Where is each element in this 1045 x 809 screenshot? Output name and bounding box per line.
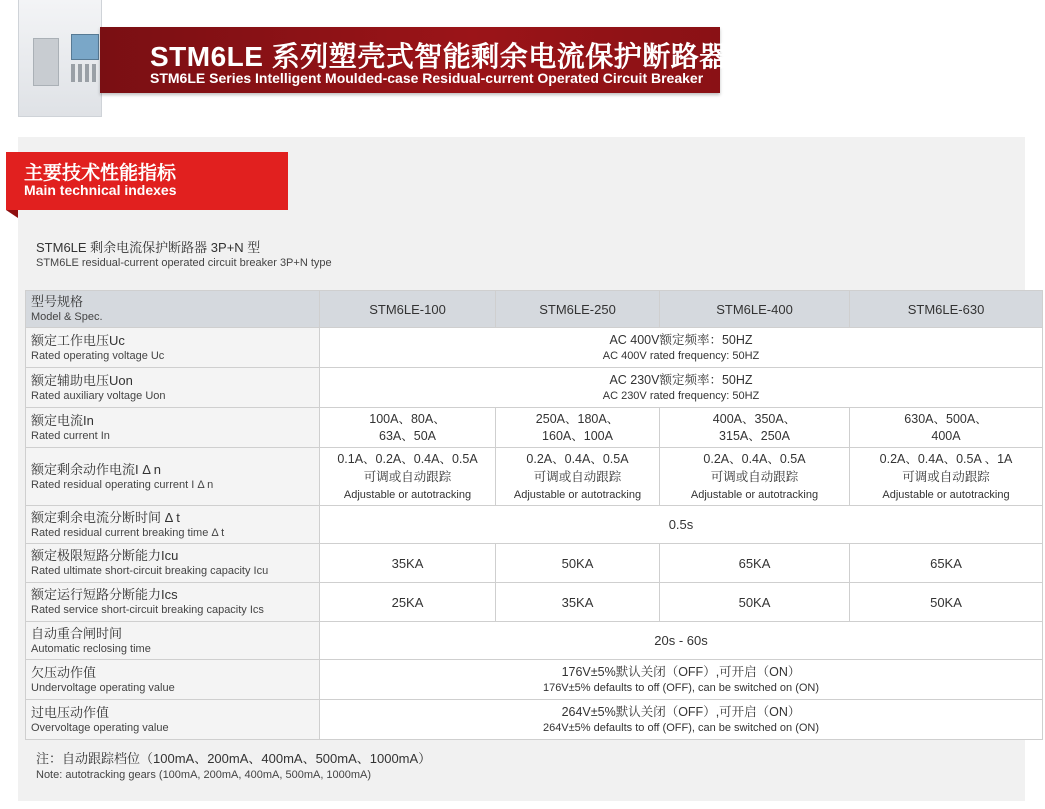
row-label — [26, 448, 320, 506]
row-label — [26, 544, 320, 583]
table-row — [26, 700, 1043, 740]
value-line: 250A、180A、 — [535, 411, 620, 426]
label-zh: 欠压动作值 — [31, 664, 97, 680]
cell-value: 65KA — [850, 544, 1043, 583]
page-subtitle: STM6LE Series Intelligent Moulded-case Residual-current Operated Circuit Breaker — [150, 70, 704, 86]
table-row — [26, 506, 1043, 544]
cell-value — [850, 448, 1043, 506]
table-row — [26, 544, 1043, 583]
row-label — [26, 700, 320, 740]
label-en: Rated residual operating current I Δ n — [31, 478, 214, 491]
row-label — [26, 506, 320, 544]
value-line: 可调或自动跟踪 — [533, 469, 622, 484]
label-zh: 额定剩余动作电流I Δ n — [31, 461, 162, 477]
label-en: Automatic reclosing time — [31, 642, 151, 655]
table-row — [26, 622, 1043, 660]
row-label — [26, 583, 320, 622]
value-en: AC 230V rated frequency: 50HZ — [602, 389, 760, 402]
model-header: STM6LE-250 — [496, 291, 660, 328]
table-row — [26, 448, 1043, 506]
value-line: 0.2A、0.4A、0.5A — [526, 451, 629, 466]
model-header: STM6LE-400 — [660, 291, 850, 328]
label-zh: 额定运行短路分断能力Ics — [31, 587, 178, 602]
cell-value: 0.5s — [320, 506, 1043, 544]
label-zh: 型号规格 — [31, 294, 84, 309]
label-en: Rated ultimate short-circuit breaking capacity Icu — [31, 565, 269, 577]
row-label — [26, 408, 320, 448]
model-header: STM6LE-100 — [320, 291, 496, 328]
value-line: Adjustable or autotracking — [690, 488, 819, 501]
value-zh: 176V±5%默认关闭（OFF）,可开启（ON） — [561, 664, 801, 679]
product-image — [18, 0, 102, 117]
value-line: 可调或自动跟踪 — [710, 469, 799, 484]
row-label — [26, 291, 320, 328]
table-header-row — [26, 291, 1043, 328]
section-tab — [6, 152, 288, 210]
table-row — [26, 368, 1043, 408]
cell-value — [660, 448, 850, 506]
value-line: 可调或自动跟踪 — [363, 469, 452, 484]
value-line: 400A、350A、 — [712, 411, 797, 426]
row-label — [26, 328, 320, 368]
row-label — [26, 660, 320, 700]
cell-value — [496, 448, 660, 506]
label-zh: 额定电流In — [31, 412, 94, 428]
table-row — [26, 408, 1043, 448]
value-line: Adjustable or autotracking — [343, 488, 472, 501]
value-line: 315A、250A — [719, 428, 790, 443]
value-line: 400A — [931, 428, 961, 443]
value-line: Adjustable or autotracking — [882, 488, 1010, 501]
label-en: Rated operating voltage Uc — [31, 349, 165, 362]
table-row — [26, 328, 1043, 368]
label-zh: 额定工作电压Uc — [31, 332, 125, 348]
breaker-lever — [33, 38, 59, 86]
value-en: AC 400V rated frequency: 50HZ — [602, 349, 760, 362]
label-en: Rated residual current breaking time Δ t — [31, 526, 225, 539]
breaker-buttons — [71, 64, 97, 82]
cell-value — [320, 700, 1043, 740]
header-banner — [100, 27, 728, 93]
table-caption: STM6LE 剩余电流保护断路器 3P+N 型 — [36, 240, 261, 255]
cell-value — [850, 408, 1043, 448]
table-row — [26, 583, 1043, 622]
cell-value: 25KA — [320, 583, 496, 622]
page-title: STM6LE 系列塑壳式智能剩余电流保护断路器 — [150, 41, 728, 72]
model-header: STM6LE-630 — [850, 291, 1043, 328]
label-en: Overvoltage operating value — [31, 721, 169, 734]
cell-value: 50KA — [660, 583, 850, 622]
label-en: Rated auxiliary voltage Uon — [31, 389, 166, 402]
cell-value: 50KA — [496, 544, 660, 583]
value-line: 0.2A、0.4A、0.5A 、1A — [879, 451, 1013, 466]
label-en: Rated current In — [31, 429, 110, 442]
spec-table — [25, 290, 1043, 740]
value-zh: AC 400V额定频率：50HZ — [609, 332, 753, 347]
section-title: 主要技术性能指标 — [24, 163, 177, 184]
value-line: 630A、500A、 — [904, 411, 988, 426]
cell-value: 20s - 60s — [320, 622, 1043, 660]
cell-value — [496, 408, 660, 448]
table-caption-en: STM6LE residual-current operated circuit breaker 3P+N type — [36, 257, 332, 269]
cell-value: 65KA — [660, 544, 850, 583]
value-line: Adjustable or autotracking — [513, 488, 642, 501]
label-zh: 过电压动作值 — [31, 704, 110, 720]
label-zh: 额定辅助电压Uon — [31, 372, 133, 388]
cell-value: 35KA — [320, 544, 496, 583]
cell-value: 50KA — [850, 583, 1043, 622]
label-en: Model & Spec. — [31, 311, 103, 323]
value-zh: 264V±5%默认关闭（OFF）,可开启（ON） — [561, 704, 801, 719]
label-en: Undervoltage operating value — [31, 681, 175, 694]
value-line: 100A、80A、 — [369, 411, 446, 426]
breaker-display — [71, 34, 99, 60]
footnote-en: Note: autotracking gears (100mA, 200mA, 400mA, 500mA, 1000mA) — [36, 769, 372, 781]
cell-value — [320, 368, 1043, 408]
value-en: 264V±5% defaults to off (OFF), can be switched on (ON) — [542, 721, 820, 734]
cell-value — [660, 408, 850, 448]
cell-value — [320, 328, 1043, 368]
value-line: 0.2A、0.4A、0.5A — [703, 451, 806, 466]
cell-value — [320, 660, 1043, 700]
label-zh: 额定剩余电流分断时间 Δ t — [31, 509, 180, 525]
value-line: 0.1A、0.2A、0.4A、0.5A — [337, 451, 478, 466]
cell-value: 35KA — [496, 583, 660, 622]
row-label — [26, 368, 320, 408]
value-line: 160A、100A — [542, 428, 613, 443]
label-zh: 额定极限短路分断能力Icu — [31, 548, 179, 563]
label-en: Rated service short-circuit breaking capacity Ics — [31, 604, 264, 616]
row-label — [26, 622, 320, 660]
value-line: 63A、50A — [379, 428, 436, 443]
cell-value — [320, 448, 496, 506]
footnote: 注：自动跟踪档位（100mA、200mA、400mA、500mA、1000mA） — [36, 751, 432, 766]
section-title-en: Main technical indexes — [24, 182, 177, 198]
label-zh: 自动重合闸时间 — [31, 625, 123, 641]
cell-value — [320, 408, 496, 448]
value-line: 可调或自动跟踪 — [902, 469, 990, 484]
value-zh: AC 230V额定频率：50HZ — [609, 372, 753, 387]
value-en: 176V±5% defaults to off (OFF), can be switched on (ON) — [542, 681, 820, 694]
table-row — [26, 660, 1043, 700]
